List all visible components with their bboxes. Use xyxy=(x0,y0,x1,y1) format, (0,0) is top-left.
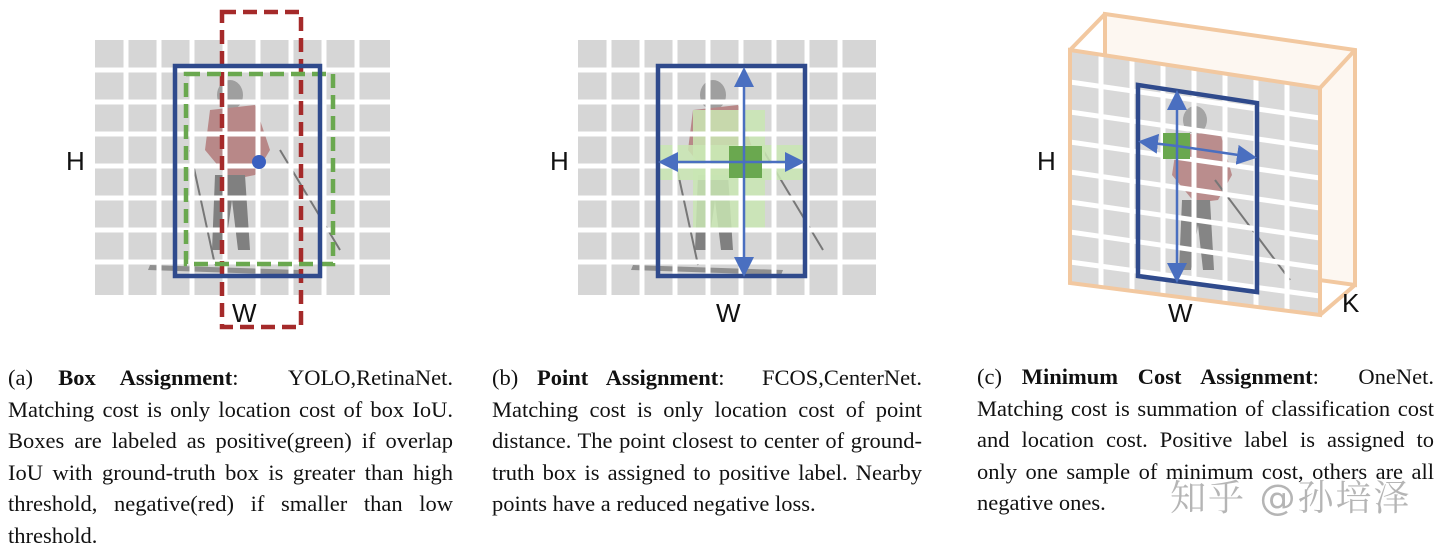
caption-a: (a) Box Assignment: YOLO,RetinaNet. Matching cost is only location cost of box IoU. Boxes are labeled as positive(green) if overlap IoU with ground-truth box is greater than high threshold, negative(red) if smaller than low threshold. xyxy=(8,365,454,548)
caption-a-methods: YOLO,RetinaNet. xyxy=(288,365,454,390)
caption-a-body: Matching cost is only location cost of box IoU. Boxes are labeled as positive(green) if overlap IoU with ground-truth box is greater than high threshold, negative(red) if smaller than low threshold. xyxy=(8,396,453,548)
caption-b-methods: FCOS,CenterNet. xyxy=(762,365,922,390)
panel-b-width-label: W xyxy=(716,298,741,328)
caption-b-prefix: (b) xyxy=(492,365,519,390)
panel-a-center-point xyxy=(252,155,266,169)
panel-b-image xyxy=(578,40,876,295)
caption-c: (c) Minimum Cost Assignment: OneNet. Matching cost is summation of classification cost and location cost. Positive label is assigned to only one sample of minimum cost, others are all negative ones. xyxy=(977,364,1434,515)
caption-b: (b) Point Assignment: FCOS,CenterNet. Matching cost is only location cost of point distance. The point closest to center of ground-truth box is assigned to positive label. Nearby points have a reduced negative loss. xyxy=(492,365,922,516)
panel-a-width-label: W xyxy=(232,298,257,328)
caption-a-title: Box Assignment xyxy=(58,365,233,390)
caption-c-methods: OneNet. xyxy=(1358,364,1434,389)
panel-b-height-label: H xyxy=(550,146,569,176)
caption-c-body: Matching cost is summation of classification cost and location cost. Positive label is assigned to only one sample of minimum cost, others are all negative ones. xyxy=(977,395,1434,515)
caption-c-prefix: (c) xyxy=(977,364,1002,389)
panel-c-height-label: H xyxy=(1037,146,1056,176)
panel-c-width-label: W xyxy=(1168,298,1193,328)
panel-c-volume xyxy=(1070,14,1355,315)
caption-c-title: Minimum Cost Assignment xyxy=(1021,364,1313,389)
watermark: 知乎 @孙培泽 xyxy=(1170,478,1412,519)
caption-b-title: Point Assignment xyxy=(537,365,719,390)
panel-c-depth-label: K xyxy=(1342,288,1360,318)
panel-a-image xyxy=(95,40,390,295)
panel-a-height-label: H xyxy=(66,146,85,176)
caption-b-body: Matching cost is only location cost of point distance. The point closest to center of ground-truth box is assigned to positive label. Nearby points have a reduced negative loss. xyxy=(492,396,922,516)
caption-a-prefix: (a) xyxy=(8,365,33,390)
